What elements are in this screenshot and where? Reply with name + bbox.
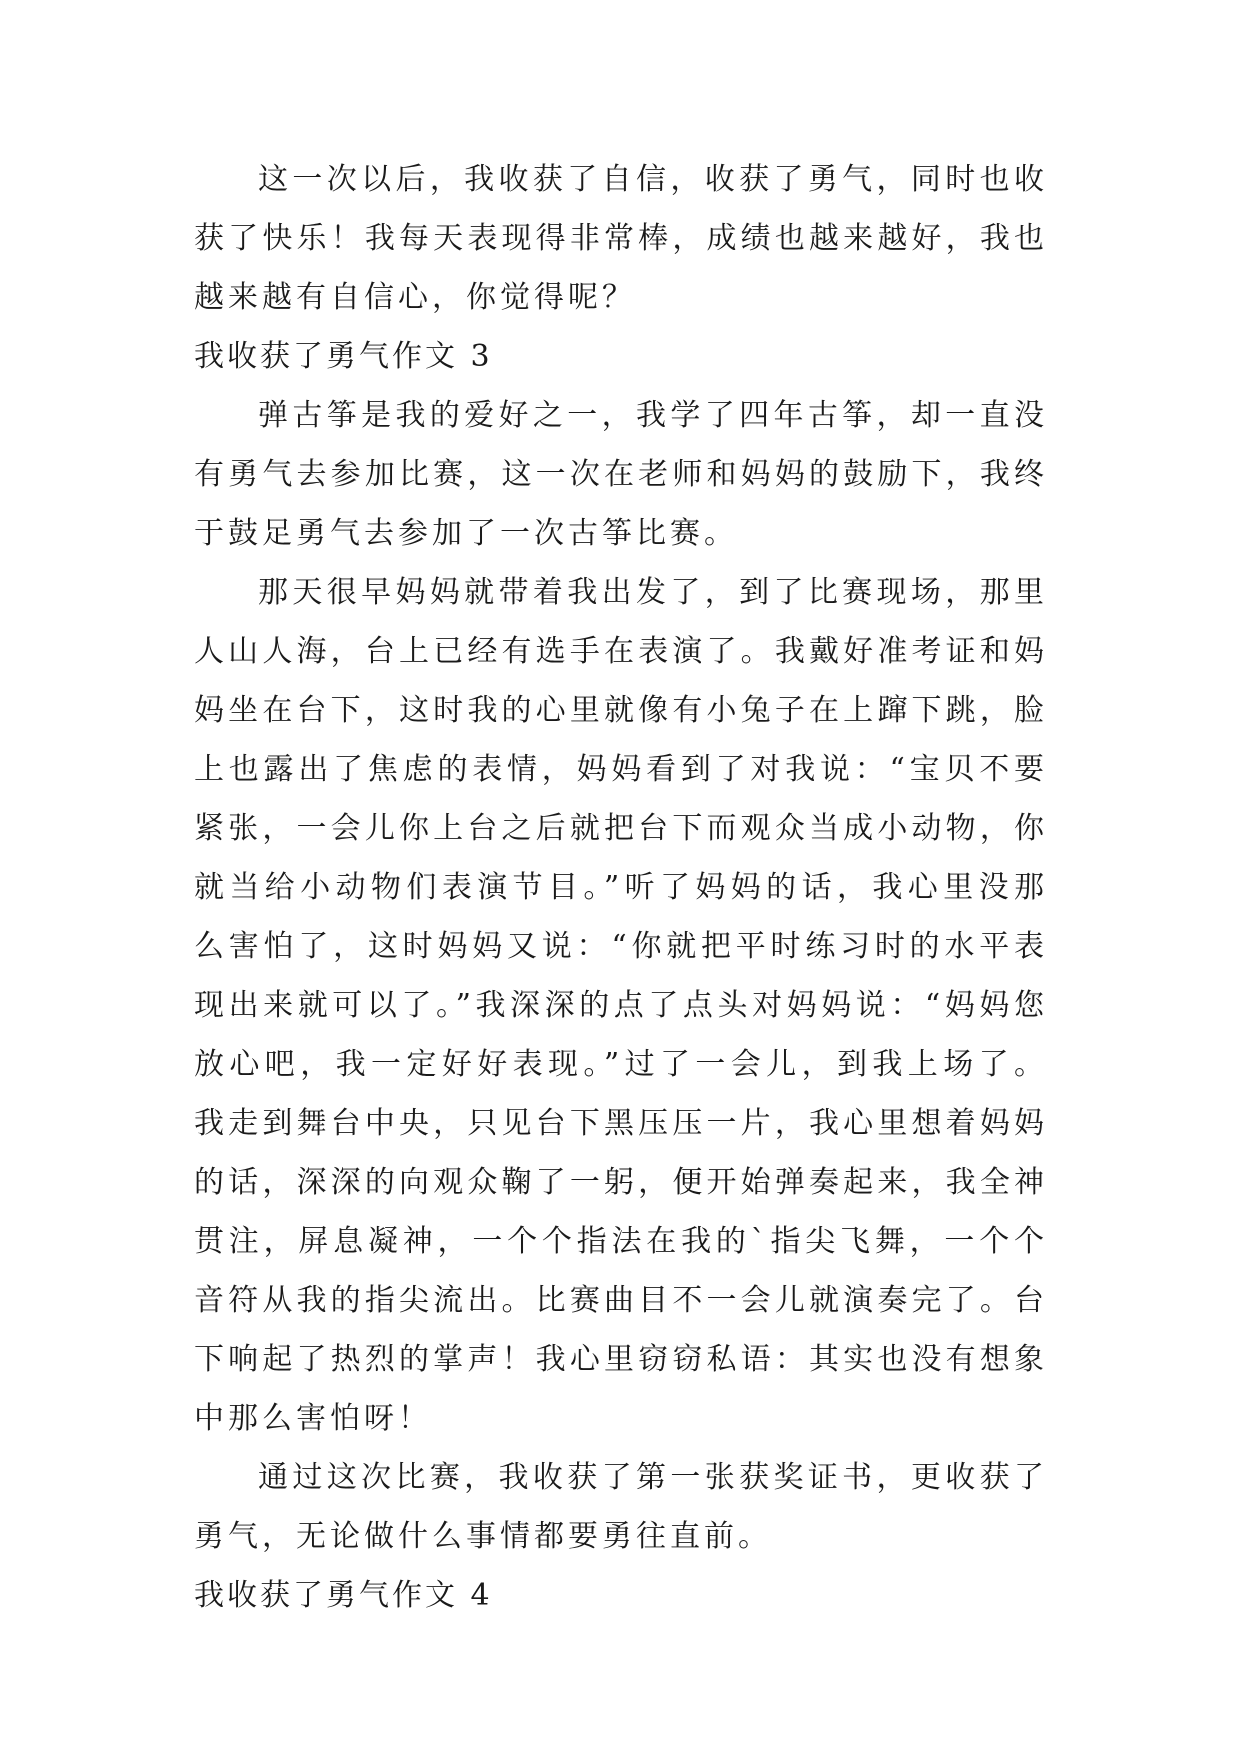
essay-title-4: 我收获了勇气作文 4 [194, 1578, 493, 1613]
essay-title-3: 我收获了勇气作文 3 [194, 339, 493, 374]
paragraph-guzheng-intro: 弹古筝是我的爱好之一，我学了四年古筝，却一直没有勇气去参加比赛，这一次在老师和妈妈的鼓励下，我终于鼓足勇气去参加了一次古筝比赛。 [194, 398, 1048, 551]
document-page [194, 150, 1048, 1625]
paragraph-conclusion-essay-3: 通过这次比赛，我收获了第一张获奖证书，更收获了勇气，无论做什么事情都要勇往直前。 [194, 1460, 1048, 1554]
paragraph-conclusion-essay-2: 这一次以后，我收获了自信，收获了勇气，同时也收获了快乐！我每天表现得非常棒，成绩也越来越好，我也越来越有自信心，你觉得呢？ [194, 162, 1048, 315]
paragraph-competition-day: 那天很早妈妈就带着我出发了，到了比赛现场，那里人山人海，台上已经有选手在表演了。我戴好准考证和妈妈坐在台下，这时我的心里就像有小兔子在上蹿下跳，脸上也露出了焦虑的表情，妈妈看到了对我说：“宝贝不要紧张，一会儿你上台之后就把台下而观众当成小动物，你就当给小动物们表演节目。”听了妈妈的话，我心里没那么害怕了，这时妈妈又说：“你就把平时练习时的水平表现出来就可以了。”我深深的点了点头对妈妈说：“妈妈您放心吧，我一定好好表现。”过了一会儿，到我上场了。我走到舞台中央，只见台下黑压压一片，我心里想着妈妈的话，深深的向观众鞠了一躬，便开始弹奏起来，我全神贯注，屏息凝神，一个个指法在我的`指尖飞舞，一个个音符从我的指尖流出。比赛曲目不一会儿就演奏完了。台下响起了热烈的掌声！我心里窃窃私语：其实也没有想象中那么害怕呀！ [194, 575, 1048, 1436]
